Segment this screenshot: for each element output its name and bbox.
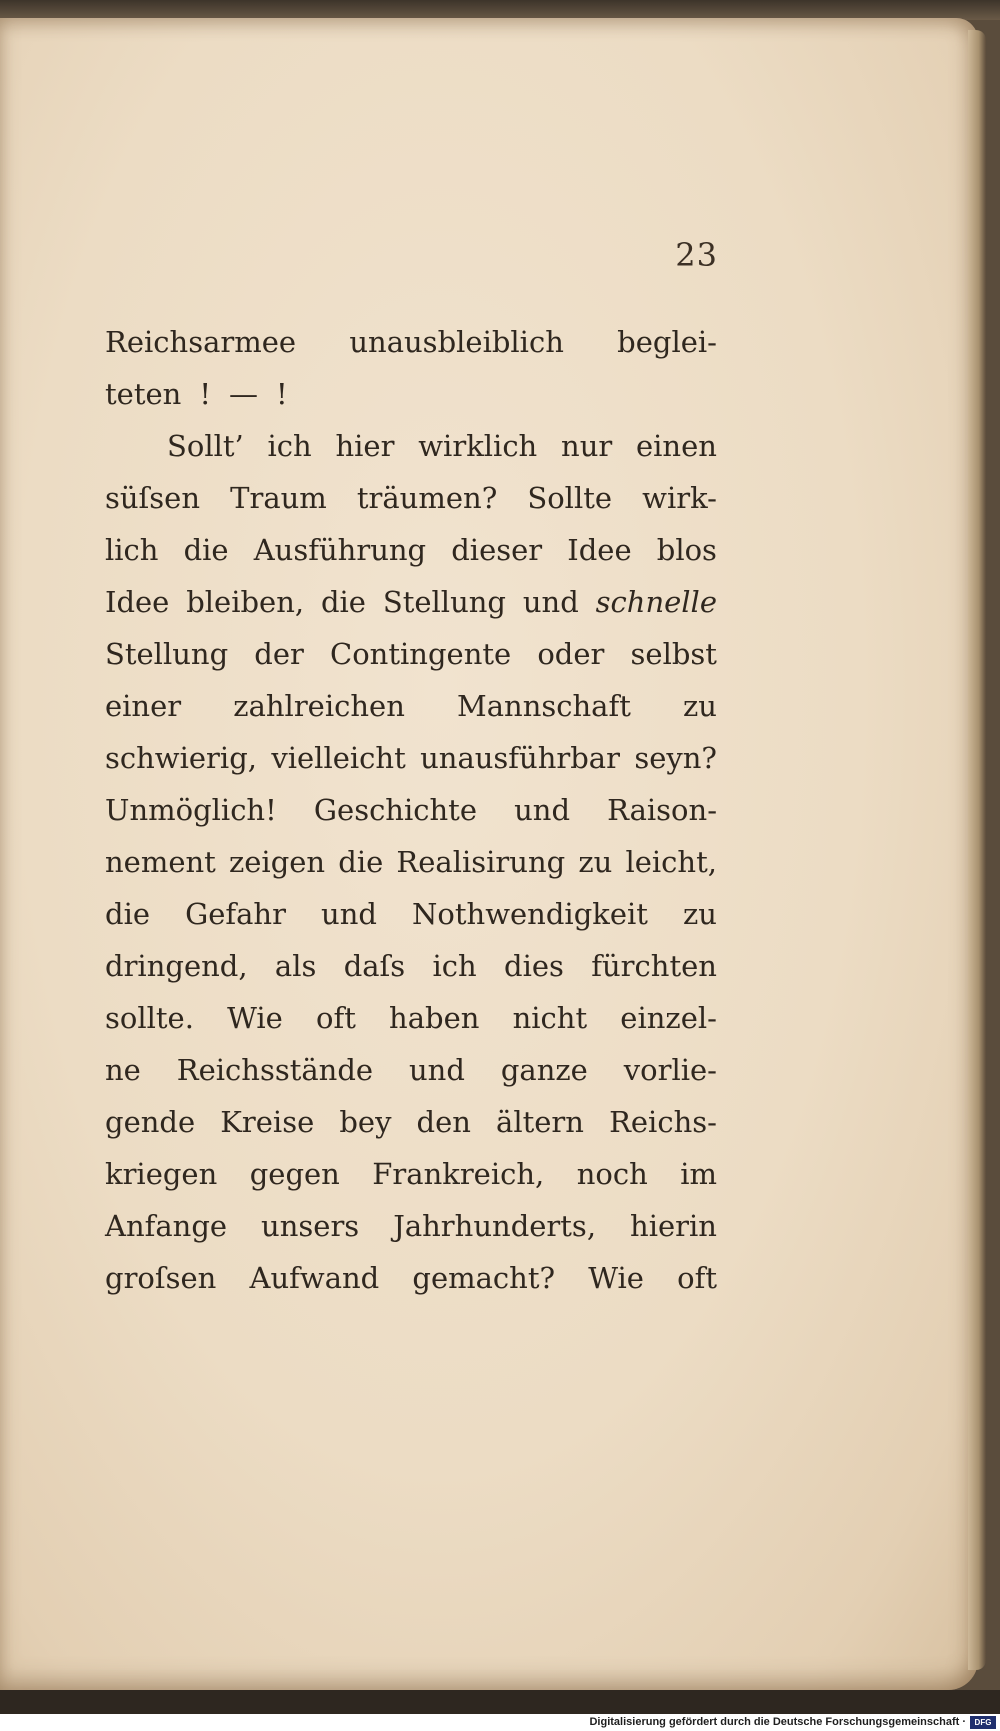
word: Sollte — [527, 481, 613, 515]
italic-word: schnelle — [595, 585, 717, 619]
word: Reichs- — [609, 1105, 717, 1139]
word: Unmöglich! — [105, 793, 277, 827]
word: sollte. — [105, 1001, 194, 1035]
word: schwierig, — [105, 741, 257, 775]
word: unsers — [261, 1209, 360, 1243]
word: ! — [275, 377, 288, 411]
word: vielleicht — [271, 741, 406, 775]
text-line — [105, 940, 717, 992]
word: Aufwand — [249, 1261, 380, 1295]
page-number: 23 — [675, 236, 718, 274]
word: Reichsarmee — [105, 325, 297, 359]
word: dringend, — [105, 949, 248, 983]
word: Raison- — [607, 793, 717, 827]
word: ältern — [496, 1105, 584, 1139]
word: die — [105, 897, 151, 931]
word: Mannschaft — [457, 689, 631, 723]
text-line — [105, 472, 717, 524]
word: oft — [316, 1001, 356, 1035]
word: noch — [576, 1157, 648, 1191]
word: Anfange — [105, 1209, 228, 1243]
word: als — [274, 949, 317, 983]
text-line — [105, 1096, 717, 1148]
word: Wie — [588, 1261, 644, 1295]
word: Ausführung — [253, 533, 427, 567]
text-line — [105, 420, 717, 472]
word: ganze — [500, 1053, 588, 1087]
text-line — [105, 1252, 717, 1304]
word: oder — [537, 637, 605, 671]
word: gemacht? — [412, 1261, 556, 1295]
text-line — [105, 836, 717, 888]
word: blos — [656, 533, 717, 567]
word: ! — [199, 377, 211, 411]
dfg-logo: DFG — [970, 1716, 996, 1729]
word: gegen — [249, 1157, 340, 1191]
word: daſs — [343, 949, 406, 983]
word: zu — [683, 689, 717, 723]
word: hierin — [630, 1209, 717, 1243]
word: oft — [677, 1261, 717, 1295]
word: Idee — [567, 533, 632, 567]
word: Stellung — [105, 637, 229, 671]
word: Contingente — [330, 637, 512, 671]
text-line — [105, 1044, 717, 1096]
word: zeigen — [228, 845, 326, 879]
word: kriegen — [105, 1157, 218, 1191]
word: dieser — [451, 533, 543, 567]
text-line — [105, 1200, 717, 1252]
word: zahlreichen — [233, 689, 405, 723]
page-text — [105, 316, 717, 1304]
word: Gefahr — [185, 897, 286, 931]
footer-bar — [0, 1714, 1000, 1731]
word: Geschichte — [313, 793, 477, 827]
word: groſsen — [105, 1261, 217, 1295]
word: teten — [105, 377, 182, 411]
word: Idee — [105, 585, 170, 619]
text-line — [105, 368, 717, 420]
word: gende — [105, 1105, 196, 1139]
book-top-edge — [0, 0, 1000, 20]
word: haben — [389, 1001, 480, 1035]
word: leicht, — [625, 845, 717, 879]
word: Sollt’ — [167, 429, 244, 463]
word: einen — [636, 429, 717, 463]
word: träumen? — [356, 481, 498, 515]
word: lich — [105, 533, 159, 567]
word: Stellung — [382, 585, 506, 619]
word: einer — [105, 689, 182, 723]
word: und — [321, 897, 377, 931]
word: Jahrhunderts, — [393, 1209, 597, 1243]
word: Reichsstände — [176, 1053, 374, 1087]
word: und — [514, 793, 571, 827]
word: und — [409, 1053, 465, 1087]
word: wirklich — [418, 429, 538, 463]
word: hier — [335, 429, 395, 463]
text-line — [105, 576, 717, 628]
word: seyn? — [634, 741, 717, 775]
word: ich — [267, 429, 312, 463]
word: unausbleiblich — [349, 325, 564, 359]
word: vorlie- — [623, 1053, 717, 1087]
funding-credit: Digitalisierung gefördert durch die Deutsche Forschungsgemeinschaft · — [589, 1716, 966, 1728]
word: Realisirung — [396, 845, 566, 879]
word: nur — [561, 429, 613, 463]
word: süſsen — [105, 481, 201, 515]
text-line — [105, 784, 717, 836]
word: selbst — [630, 637, 717, 671]
word: bleiben, — [186, 585, 305, 619]
word: der — [254, 637, 304, 671]
word: fürchten — [591, 949, 717, 983]
word: im — [680, 1157, 717, 1191]
text-line — [105, 316, 717, 368]
word: Traum — [230, 481, 327, 515]
word: die — [338, 845, 384, 879]
book-page — [0, 18, 978, 1690]
word: zu — [578, 845, 613, 879]
text-line — [105, 732, 717, 784]
word: und — [522, 585, 579, 619]
word: zu — [683, 897, 717, 931]
word: ich — [432, 949, 477, 983]
word: die — [320, 585, 366, 619]
text-line — [105, 888, 717, 940]
word: bey — [339, 1105, 392, 1139]
word: Kreise — [220, 1105, 315, 1139]
word: beglei- — [617, 325, 717, 359]
text-line — [105, 628, 717, 680]
word: dies — [504, 949, 564, 983]
word: wirk- — [642, 481, 717, 515]
word: Wie — [227, 1001, 283, 1035]
word: Frankreich, — [372, 1157, 545, 1191]
text-line — [105, 1148, 717, 1200]
word: Nothwendigkeit — [412, 897, 648, 931]
book-bottom-edge — [0, 1690, 1000, 1714]
text-line — [105, 992, 717, 1044]
word: einzel- — [620, 1001, 717, 1035]
word: nement — [105, 845, 216, 879]
page-edge — [968, 30, 986, 1670]
text-line — [105, 680, 717, 732]
word: den — [416, 1105, 471, 1139]
word: unausführbar — [420, 741, 620, 775]
word: nicht — [512, 1001, 588, 1035]
word: — — [228, 377, 258, 411]
word: die — [183, 533, 229, 567]
word: ne — [105, 1053, 141, 1087]
text-line — [105, 524, 717, 576]
